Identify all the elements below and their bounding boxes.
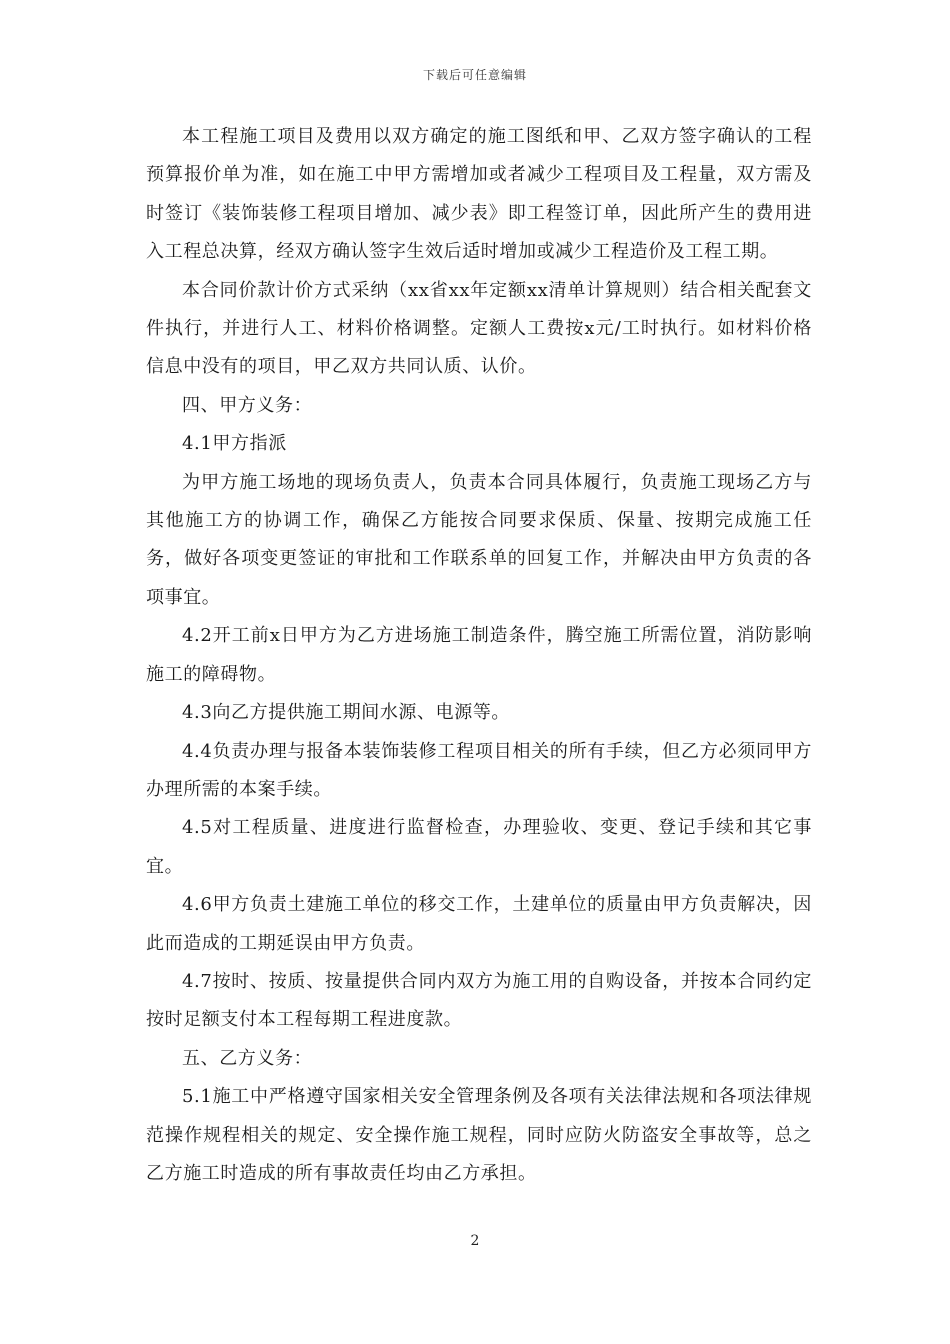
- clause-4-1: 4.1甲方指派: [182, 433, 287, 455]
- section-heading-party-b-obligations: 五、乙方义务：: [182, 1047, 313, 1069]
- clause-4-5: 4.5对工程质量、进度进行监督检查，办理验收、变更、登记手续和其它事宜。: [146, 817, 812, 877]
- page-header: 下载后可任意编辑: [422, 68, 527, 82]
- section-heading-party-a-obligations: 四、甲方义务：: [182, 394, 313, 416]
- clause-4-6: 4.6甲方负责土建施工单位的移交工作，土建单位的质量由甲方负责解决，因此而造成的工期延误由甲方负责。: [146, 894, 812, 954]
- clause-4-4: 4.4负责办理与报备本装饰装修工程项目相关的所有手续，但乙方必须同甲方办理所需的本案手续。: [146, 740, 812, 800]
- clause-4-7: 4.7按时、按质、按量提供合同内双方为施工用的自购设备，并按本合同约定按时足额支付本工程每期工程进度款。: [146, 970, 812, 1031]
- paragraph-pricing-method: 本合同价款计价方式采纳（xx省xx年定额xx清单计算规则）结合相关配套文件执行，并进行人工、材料价格调整。定额人工费按x元/工时执行。如材料价格信息中没有的项目，甲乙双方共同认质、认价。: [146, 279, 812, 378]
- document-body: [146, 118, 812, 1193]
- paragraph-site-representative: 为甲方施工场地的现场负责人，负责本合同具体履行，负责施工现场乙方与其他施工方的协调工作，确保乙方能按合同要求保质、保量、按期完成施工任务，做好各项变更签证的审批和工作联系单的回复工作，并解决由甲方负责的各项事宜。: [146, 471, 812, 608]
- clause-5-1: 5.1施工中严格遵守国家相关安全管理条例及各项有关法律法规和各项法律规范操作规程相关的规定、安全操作施工规程，同时应防火防盗安全事故等，总之乙方施工时造成的所有事故责任均由乙方承担。: [146, 1086, 812, 1184]
- clause-4-3: 4.3向乙方提供施工期间水源、电源等。: [182, 702, 511, 724]
- clause-4-2: 4.2开工前x日甲方为乙方进场施工制造条件，腾空施工所需位置，消防影响施工的障碍物。: [146, 625, 812, 685]
- paragraph-project-cost-basis: 本工程施工项目及费用以双方确定的施工图纸和甲、乙双方签字确认的工程预算报价单为准，如在施工中甲方需增加或者减少工程项目及工程量，双方需及时签订《装饰装修工程项目增加、减少表》即工程签订单，因此所产生的费用进入工程总决算，经双方确认签字生效后适时增加或减少工程造价及工程工期。: [146, 126, 812, 263]
- page-number: 2: [470, 1233, 480, 1249]
